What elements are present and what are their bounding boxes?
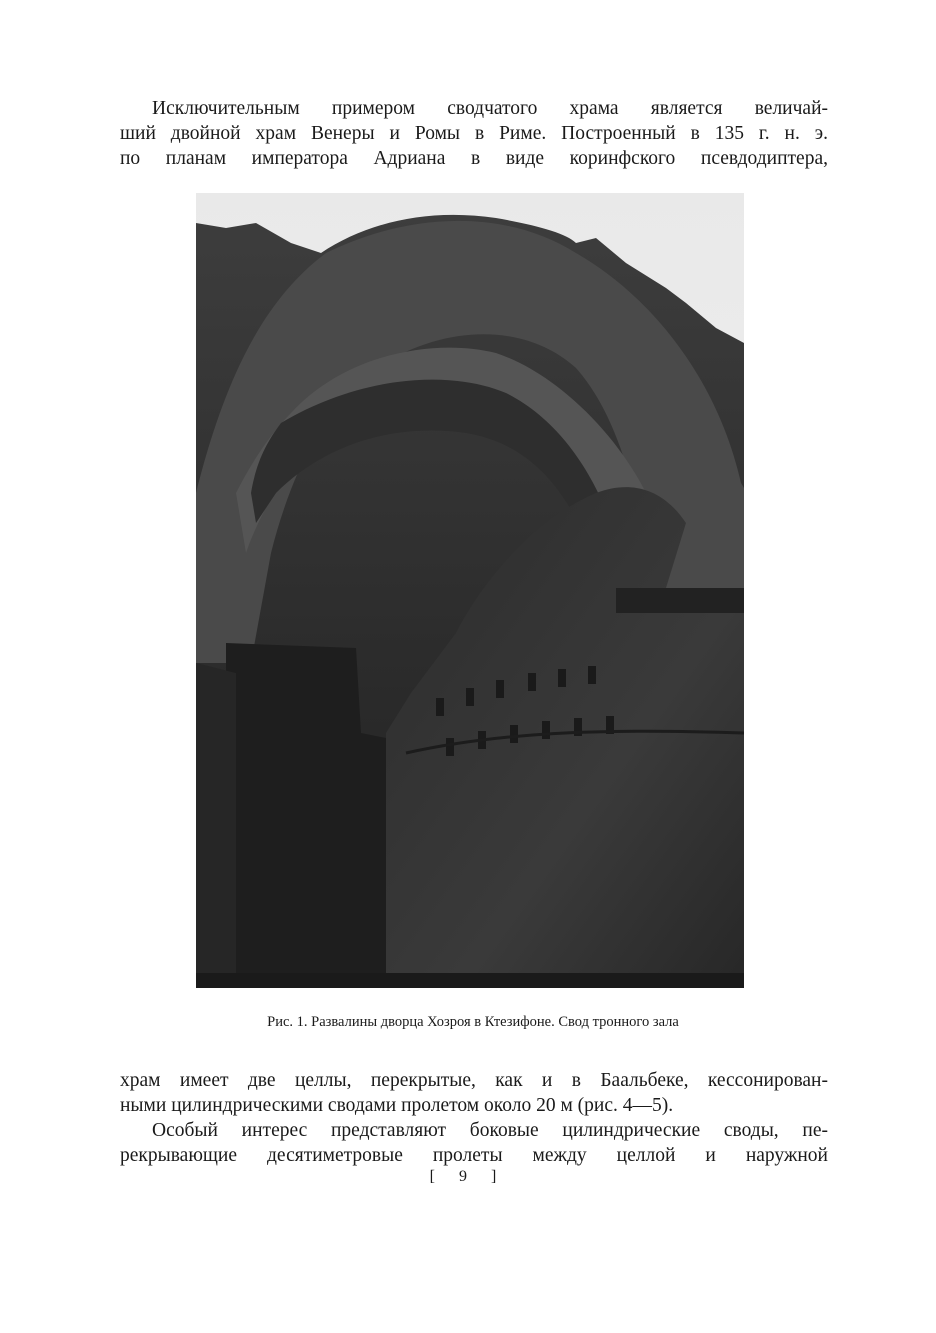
text-line: рекрывающие десятиметровые пролеты между целлой и наружной bbox=[120, 1145, 828, 1166]
figure-caption: Рис. 1. Развалины дворца Хозроя в Ктезифоне. Свод тронного зала bbox=[267, 1014, 679, 1030]
arch-ruins-photo bbox=[196, 193, 744, 988]
text-line: Исключительным примером сводчатого храма является величай- bbox=[152, 98, 828, 119]
text-line: ными цилиндрическими сводами пролетом около 20 м (рис. 4—5). bbox=[120, 1095, 674, 1116]
text-line: по планам императора Адриана в виде коринфского псевдодиптера, bbox=[120, 148, 828, 169]
bottom-paragraphs bbox=[120, 1068, 828, 1168]
figure-photo bbox=[196, 193, 744, 988]
text-line: храм имеет две целлы, перекрытые, как и в Баальбеке, кессонирован- bbox=[120, 1070, 828, 1091]
top-paragraph bbox=[120, 96, 828, 171]
text-line: Особый интерес представляют боковые цилиндрические своды, пе- bbox=[152, 1120, 828, 1141]
page-number: [ 9 ] bbox=[429, 1168, 507, 1185]
text-line: ший двойной храм Венеры и Ромы в Риме. Построенный в 135 г. н. э. bbox=[120, 123, 828, 144]
